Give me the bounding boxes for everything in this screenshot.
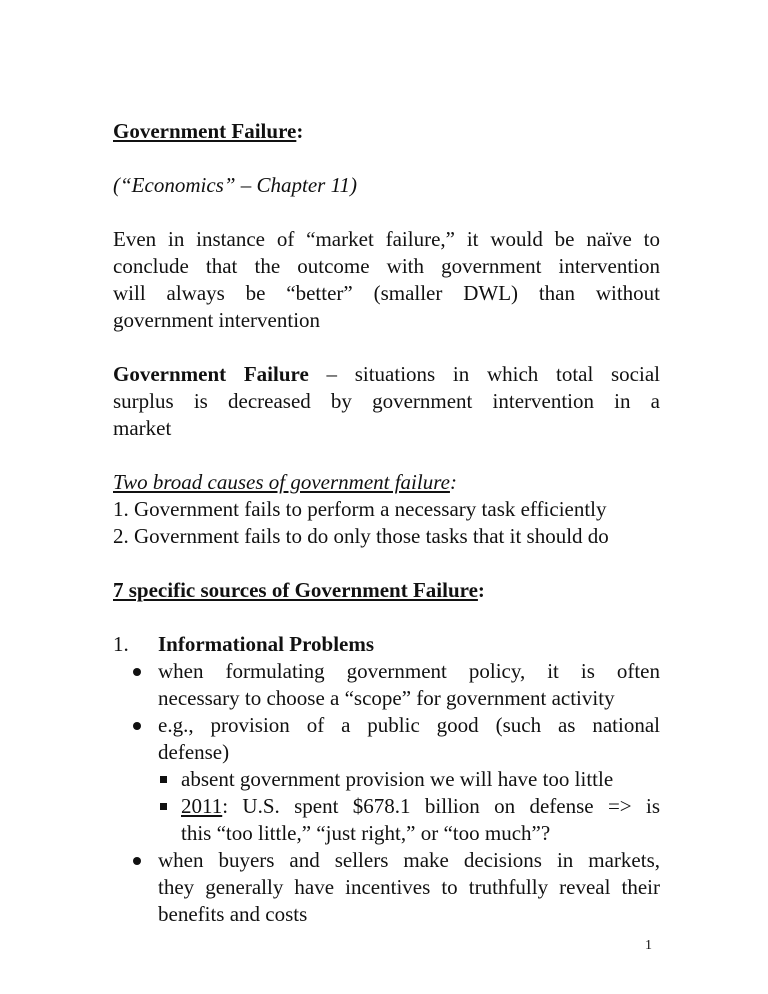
- subtitle: (“Economics” – Chapter 11): [113, 173, 358, 197]
- title-text: Government Failure: [113, 119, 297, 143]
- definition-line: [113, 361, 660, 388]
- broad-causes-heading-text: Two broad causes of government failure: [113, 470, 450, 494]
- specific-sources-heading-text: 7 specific sources of Government Failure: [113, 578, 478, 602]
- bullet-icon: [133, 857, 141, 865]
- year-text: 2011: [181, 794, 223, 818]
- definition-line: market: [113, 416, 172, 440]
- intro-line: government intervention: [113, 308, 321, 332]
- bullet-line: benefits and costs: [158, 902, 308, 926]
- sub-bullet-text: : U.S. spent $678.1 billion on defense => is: [222, 794, 660, 818]
- page-number: 1: [645, 938, 652, 953]
- bullet-line: e.g., provision of a public good (such as national: [158, 713, 660, 737]
- bullet-icon: [133, 668, 141, 676]
- bullet-line: they generally have incentives to truthfully reveal their: [158, 875, 660, 899]
- sub-bullet-line: [181, 793, 660, 820]
- intro-line: will always be “better” (smaller DWL) than without: [113, 281, 660, 305]
- bullet-line: necessary to choose a “scope” for government activity: [158, 686, 615, 710]
- broad-causes-heading: [113, 469, 660, 496]
- intro-line: conclude that the outcome with government intervention: [113, 254, 660, 278]
- intro-line: Even in instance of “market failure,” it would be naïve to: [113, 227, 660, 251]
- specific-sources-colon: :: [477, 578, 485, 602]
- section-number: 1.: [113, 632, 129, 656]
- square-bullet-icon: [160, 776, 167, 783]
- bullet-icon: [133, 722, 141, 730]
- broad-cause-item: 2. Government fails to do only those tasks that it should do: [113, 524, 609, 548]
- definition-line: surplus is decreased by government intervention in a: [113, 389, 660, 413]
- square-bullet-icon: [160, 803, 167, 810]
- sub-bullet-line: absent government provision we will have too little: [181, 767, 614, 791]
- bullet-line: when buyers and sellers make decisions in markets,: [158, 848, 660, 872]
- broad-cause-item: 1. Government fails to perform a necessary task efficiently: [113, 497, 607, 521]
- sub-bullet-line: this “too little,” “just right,” or “too much”?: [181, 821, 551, 845]
- bullet-line: when formulating government policy, it is often: [158, 659, 660, 683]
- definition-text: – situations in which total social: [308, 362, 660, 386]
- specific-sources-heading: [113, 577, 660, 604]
- section-heading: Informational Problems: [158, 632, 375, 656]
- page-title: [113, 118, 660, 145]
- bullet-line: defense): [158, 740, 230, 764]
- title-colon: :: [296, 119, 304, 143]
- broad-causes-colon: :: [449, 470, 457, 494]
- definition-term: Government Failure: [113, 362, 309, 386]
